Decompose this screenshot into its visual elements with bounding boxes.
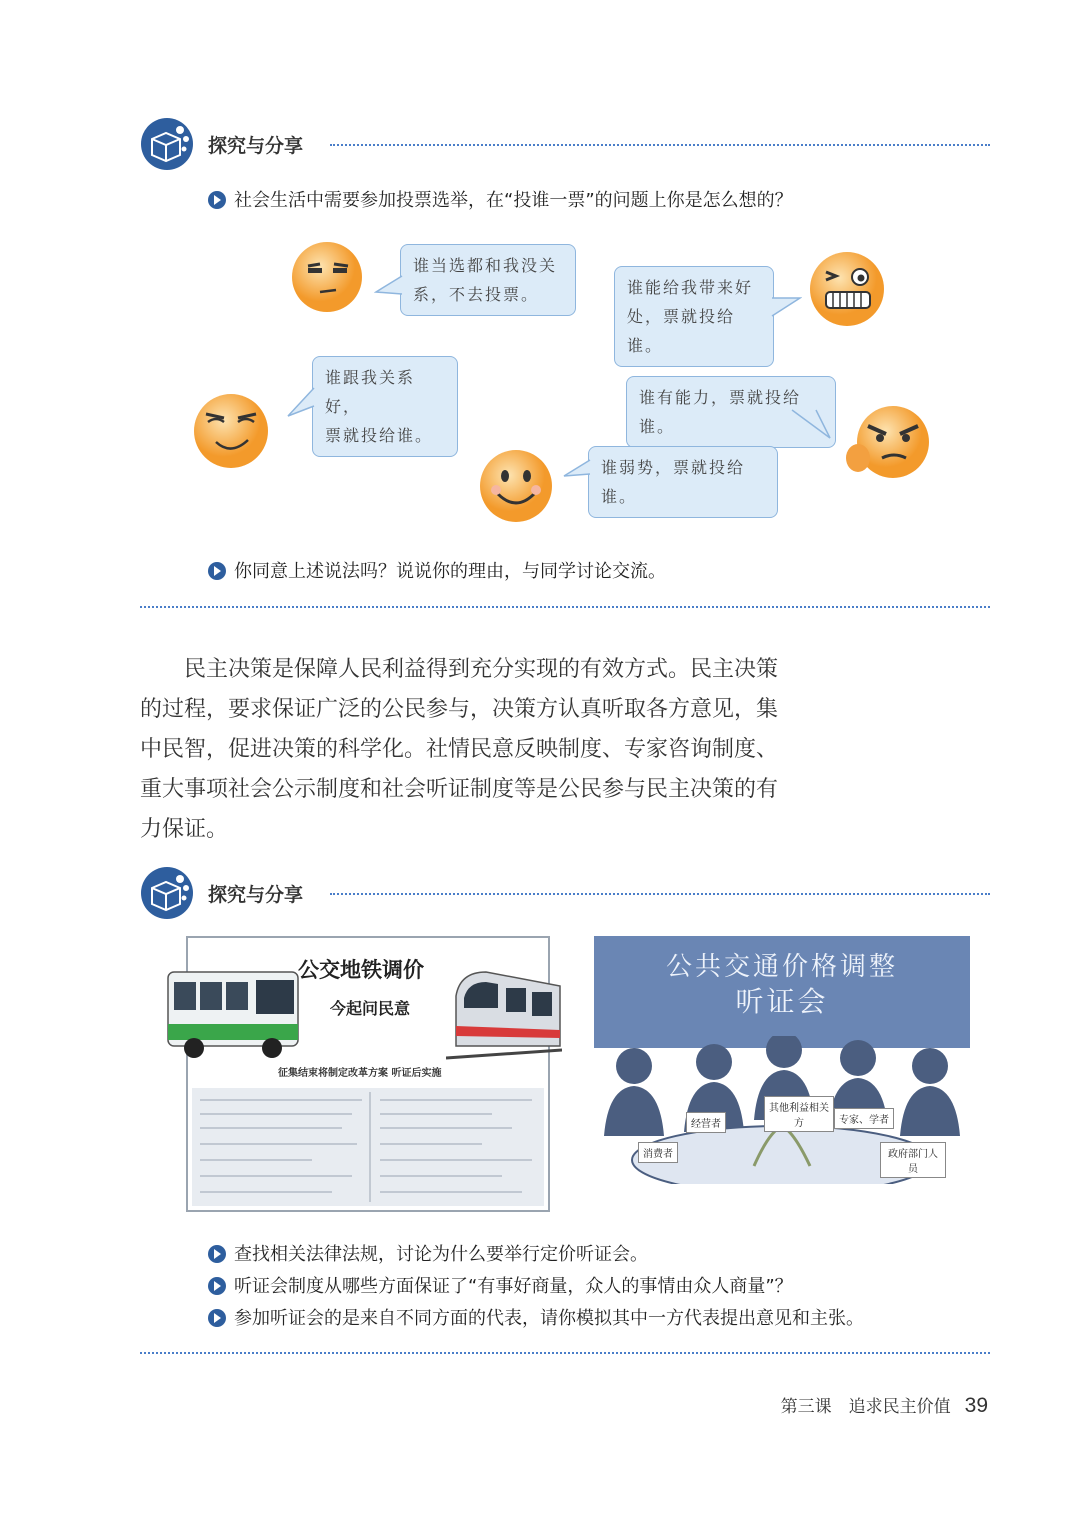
subway-train-illustration — [446, 966, 562, 1060]
bus-illustration — [164, 966, 304, 1062]
section-title: 探究与分享 — [208, 135, 304, 157]
speech-bubble: 谁跟我关系好， 票就投给谁。 — [312, 356, 458, 457]
bubble-tail — [562, 458, 592, 480]
bubble-tail — [374, 274, 404, 298]
hearing-title-line1: 公共交通价格调整 — [665, 952, 898, 982]
cube-icon — [140, 117, 194, 171]
speech-bubble: 谁有能力，票就投给谁。 — [626, 376, 836, 448]
questionnaire-form — [192, 1088, 544, 1206]
indifferent-face-icon — [290, 240, 364, 314]
poster-subheadline: 今起问民意 — [330, 999, 411, 1018]
hearing-title-line2: 听证会 — [735, 985, 829, 1018]
question-item: 你同意上述说法吗？说说你的理由，与同学讨论交流。 — [208, 557, 666, 583]
bubble-tail — [790, 408, 834, 442]
section-header-2 — [140, 866, 990, 926]
label-experts: 专家、学者 — [834, 1108, 894, 1129]
question-item: 参加听证会的是来自不同方面的代表，请你模拟其中一方代表提出意见和主张。 — [208, 1304, 864, 1330]
speech-bubble: 谁当选都和我没关 系，不去投票。 — [400, 244, 576, 316]
section-divider — [140, 606, 990, 608]
question-item: 社会生活中需要参加投票选举，在“投谁一票”的问题上你是怎么想的？ — [208, 186, 793, 212]
section-dotted-line — [330, 893, 990, 895]
lesson-title: 第三课 追求民主价值 — [780, 1397, 951, 1417]
play-bullet-icon — [208, 1309, 226, 1327]
determined-face-icon — [846, 404, 932, 482]
cube-icon — [140, 866, 194, 920]
hearing-illustration — [594, 936, 970, 1184]
label-operator: 经营者 — [686, 1112, 726, 1133]
speech-bubble: 谁弱势，票就投给谁。 — [588, 446, 778, 518]
body-paragraph: 民主决策是保障人民利益得到充分实现的有效方式。民主决策的过程，要求保证广泛的公民参与，决策方认真听取各方意见，集中民智，促进决策的科学化。社情民意反映制度、专家咨询制度、重大事项社会公示制度和社会听证制度等是公民参与民主决策的有力保证。 — [140, 657, 779, 842]
hearing-banner — [594, 936, 970, 1048]
sly-face-icon — [192, 392, 270, 470]
poster-banner: 征集结束将制定改革方案 听证后实施 — [278, 1068, 442, 1079]
section-title: 探究与分享 — [208, 884, 304, 906]
play-bullet-icon — [208, 1245, 226, 1263]
page-footer — [781, 1392, 988, 1418]
winking-face-icon — [808, 250, 886, 328]
label-government: 政府部门人员 — [880, 1142, 946, 1178]
play-bullet-icon — [208, 191, 226, 209]
label-other-stakeholders: 其他利益相关方 — [764, 1096, 834, 1132]
question-item: 听证会制度从哪些方面保证了“有事好商量，众人的事情由众人商量”？ — [208, 1272, 793, 1298]
section-divider — [140, 1352, 990, 1354]
bubble-tail — [770, 296, 802, 320]
question-item: 查找相关法律法规，讨论为什么要举行定价听证会。 — [208, 1240, 648, 1266]
play-bullet-icon — [208, 1277, 226, 1295]
play-bullet-icon — [208, 562, 226, 580]
label-consumer: 消费者 — [638, 1142, 678, 1163]
form-lines — [192, 1088, 544, 1206]
smiling-face-icon — [478, 448, 554, 524]
speech-bubble: 谁能给我带来好 处，票就投给谁。 — [614, 266, 774, 367]
section-dotted-line — [330, 144, 990, 146]
poster-headline: 公交地铁调价 — [298, 958, 424, 982]
page-number: 39 — [964, 1394, 988, 1417]
bubble-tail — [286, 386, 316, 420]
section-header-1 — [140, 117, 990, 177]
